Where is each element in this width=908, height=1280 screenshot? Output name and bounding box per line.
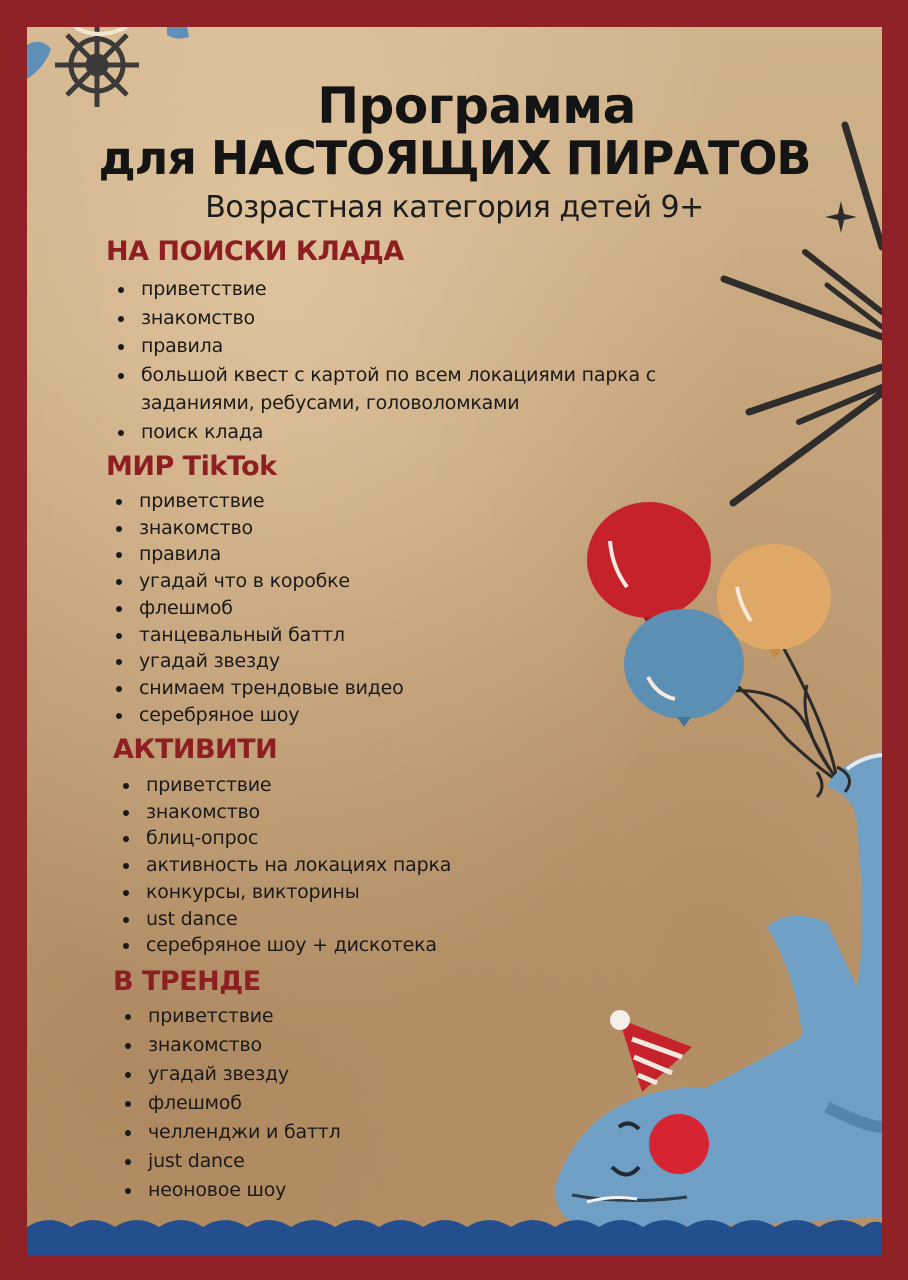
list-item: угадай звезду: [122, 1060, 542, 1089]
page-title-line2: для НАСТОЯЩИХ ПИРАТОВ: [98, 131, 811, 185]
list-item: активность на локациях парка: [120, 852, 540, 879]
list-item: флешмоб: [122, 1089, 542, 1118]
section-title-in-trend: В ТРЕНДЕ: [113, 966, 261, 997]
list-item: танцевальный баттл: [113, 622, 533, 649]
list-item: правила: [113, 541, 533, 568]
section-list-treasure-hunt: [115, 275, 715, 446]
list-item: угадай что в коробке: [113, 568, 533, 595]
sea-waves: [27, 1220, 882, 1255]
list-item: знакомство: [113, 515, 533, 542]
list-item: приветствие: [115, 275, 715, 304]
list-item: правила: [115, 332, 715, 361]
section-title-treasure-hunt: НА ПОИСКИ КЛАДА: [106, 236, 404, 267]
list-item: знакомство: [120, 799, 540, 826]
balloons-illustration: [587, 502, 831, 727]
section-title-tiktok: МИР TikTok: [106, 451, 277, 482]
list-item: приветствие: [113, 488, 533, 515]
page-subtitle: Возрастная категория детей 9+: [205, 190, 704, 225]
list-item: ust dance: [120, 906, 540, 933]
list-item: конкурсы, викторины: [120, 879, 540, 906]
section-list-tiktok: [113, 488, 533, 728]
page-title-line1: Программа: [317, 77, 636, 135]
list-item: приветствие: [122, 1002, 542, 1031]
list-item: флешмоб: [113, 595, 533, 622]
list-item: знакомство: [122, 1031, 542, 1060]
list-item: блиц-опрос: [120, 825, 540, 852]
corner-flag-left: [27, 42, 51, 79]
poster-paper: [27, 27, 882, 1255]
rope: [75, 27, 127, 34]
list-item: серебряное шоу: [113, 702, 533, 729]
list-item: неоновое шоу: [122, 1176, 542, 1205]
list-item: челленджи и баттл: [122, 1118, 542, 1147]
list-item: серебряное шоу + дискотека: [120, 932, 540, 959]
list-item: приветствие: [120, 772, 540, 799]
list-item: угадай звезду: [113, 648, 533, 675]
list-item: снимаем трендовые видео: [113, 675, 533, 702]
party-hat-icon: [610, 1010, 692, 1092]
whale-illustration: [555, 752, 882, 1227]
list-item: большой квест с картой по всем локациями парка с заданиями, ребусами, головоломками: [115, 361, 715, 418]
section-list-activity: [120, 772, 540, 959]
section-list-in-trend: [122, 1002, 542, 1205]
section-title-activity: АКТИВИТИ: [113, 734, 278, 765]
list-item: just dance: [122, 1147, 542, 1176]
list-item: поиск клада: [115, 418, 715, 447]
corner-flag-right: [167, 27, 189, 39]
list-item: знакомство: [115, 304, 715, 333]
